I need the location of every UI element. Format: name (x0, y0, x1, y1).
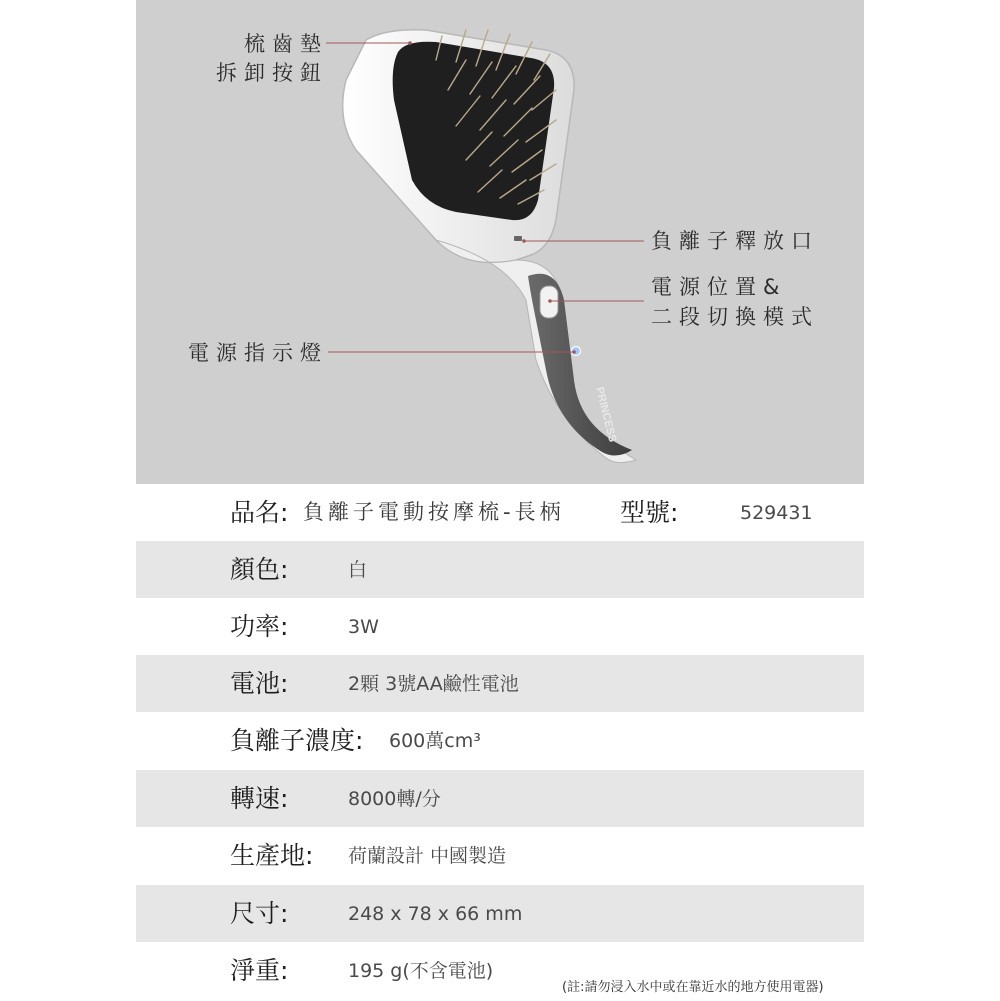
spec-value: 荷蘭設計 中國製造 (348, 845, 507, 867)
brand-text: PRINCESS (593, 385, 619, 444)
callout-ion-outlet: 負離子釋放口 (651, 229, 819, 253)
spec-row-origin (136, 827, 864, 884)
name-value: 負離子電動按摩梳-長柄 (303, 500, 565, 524)
spec-row-power (136, 598, 864, 655)
spec-value: 195 g(不含電池) (348, 960, 494, 982)
callout-pad-release-line2: 拆卸按鈕 (216, 61, 328, 85)
callout-power-light: 電源指示燈 (188, 341, 328, 365)
spec-label: 顏色: (230, 555, 289, 584)
callout-power-mode-line1: 電源位置& (651, 275, 787, 299)
model-label: 型號: (620, 498, 679, 527)
spec-label: 尺寸: (230, 899, 289, 928)
spec-value: 2顆 3號AA鹼性電池 (348, 673, 519, 695)
spec-label: 生產地: (230, 841, 314, 870)
spec-label: 轉速: (230, 784, 289, 813)
spec-value: 248 x 78 x 66 mm (348, 903, 523, 925)
spec-row-ion-density (136, 712, 864, 769)
ion-outlet (514, 236, 522, 241)
callout-power-mode-line2: 二段切換模式 (651, 305, 819, 329)
spec-row-name (136, 484, 864, 541)
spec-value: 白 (348, 559, 368, 581)
callout-pad-release-line1: 梳齒墊 (244, 32, 328, 56)
spec-value: 8000轉/分 (348, 788, 441, 810)
spec-row-size (136, 885, 864, 942)
spec-row-speed (136, 770, 864, 827)
spec-label: 電池: (230, 669, 289, 698)
spec-value: 3W (348, 616, 379, 638)
name-label: 品名: (230, 498, 289, 527)
spec-value: 600萬cm³ (389, 730, 481, 752)
spec-label: 負離子濃度: (230, 726, 364, 755)
spec-label: 淨重: (230, 956, 289, 985)
spec-label: 功率: (230, 612, 289, 641)
usage-note: (註:請勿浸入水中或在靠近水的地方使用電器) (562, 980, 824, 995)
spec-row-battery (136, 655, 864, 712)
model-value: 529431 (740, 502, 813, 524)
spec-row-color (136, 541, 864, 598)
